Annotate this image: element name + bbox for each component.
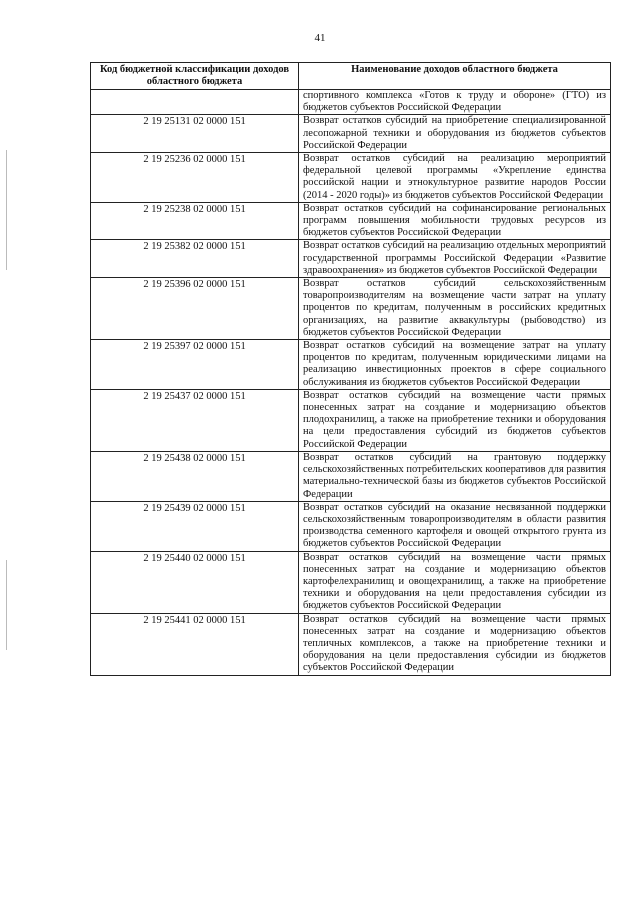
- row-code: 2 19 25238 02 0000 151: [91, 202, 299, 240]
- row-code: 2 19 25396 02 0000 151: [91, 278, 299, 340]
- row-name: Возврат остатков субсидий на приобретение специализированной лесопожарной техники и оборудования из бюджетов субъектов Российской Федерации: [299, 115, 611, 153]
- row-name: Возврат остатков субсидий сельскохозяйственным товаропроизводителям на возмещение части затрат на уплату процентов по кредитам, полученным в российских кредитных организациях, на развитие аквакультуры (рыбоводство) из бюджетов субъектов Российской Федерации: [299, 278, 611, 340]
- table-row: [91, 501, 611, 551]
- header-name: Наименование доходов областного бюджета: [299, 63, 611, 90]
- row-name: Возврат остатков субсидий на возмещение части прямых понесенных затрат на создание и модернизацию объектов тепличных комплексов, а также на приобретение техники и оборудования на цели предоставления субсидии из бюджетов субъектов Российской Федерации: [299, 613, 611, 675]
- row-code: 2 19 25438 02 0000 151: [91, 451, 299, 501]
- row-name: спортивного комплекса «Готов к труду и обороне» (ГТО) из бюджетов субъектов Российской Федерации: [299, 90, 611, 115]
- table-row: [91, 240, 611, 278]
- table-row: [91, 278, 611, 340]
- row-code: 2 19 25382 02 0000 151: [91, 240, 299, 278]
- row-name: Возврат остатков субсидий на возмещение части прямых понесенных затрат на создание и модернизацию объектов картофелехранилищ и овощехранилищ, а также на приобретение техники и оборудования на цели предоставления субсидии из бюджетов субъектов Российской Федерации: [299, 551, 611, 613]
- row-code: 2 19 25441 02 0000 151: [91, 613, 299, 675]
- row-code: 2 19 25131 02 0000 151: [91, 115, 299, 153]
- row-code: 2 19 25439 02 0000 151: [91, 501, 299, 551]
- table-row: [91, 115, 611, 153]
- page-number: 41: [314, 32, 326, 44]
- row-name: Возврат остатков субсидий на возмещение части прямых понесенных затрат на создание и модернизацию объектов плодохранилищ, а также на приобретение техники и оборудования на цели предоставления субсидий из бюджетов субъектов Российской Федерации: [299, 389, 611, 451]
- table-body: [91, 90, 611, 676]
- row-name: Возврат остатков субсидий на реализацию мероприятий федеральной целевой программы «Укрепление единства российской нации и этнокультурное развитие народов России (2014 - 2020 годы)» из бюджетов субъектов Российской Федерации: [299, 153, 611, 203]
- row-name: Возврат остатков субсидий на возмещение затрат на уплату процентов по кредитам, полученным юридическими лицами на реализацию инвестиционных проектов в сфере социального обслуживания из бюджетов субъектов Российской Федерации: [299, 340, 611, 390]
- row-code: 2 19 25440 02 0000 151: [91, 551, 299, 613]
- table-row: [91, 551, 611, 613]
- scan-edge-mark: [6, 150, 7, 270]
- header-code: Код бюджетной классификации доходов областного бюджета: [91, 63, 299, 90]
- table-header-row: [91, 63, 611, 90]
- table-row: [91, 451, 611, 501]
- table-row: [91, 613, 611, 675]
- table-row: [91, 202, 611, 240]
- table-row: [91, 389, 611, 451]
- row-code: [91, 90, 299, 115]
- row-code: 2 19 25437 02 0000 151: [91, 389, 299, 451]
- table-row: [91, 90, 611, 115]
- table-row: [91, 153, 611, 203]
- row-name: Возврат остатков субсидий на оказание несвязанной поддержки сельскохозяйственным товаропроизводителям в области развития производства семенного картофеля и овощей открытого грунта из бюджетов субъектов Российской Федерации: [299, 501, 611, 551]
- row-code: 2 19 25397 02 0000 151: [91, 340, 299, 390]
- row-name: Возврат остатков субсидий на софинансирование региональных программ повышения мобильности трудовых ресурсов из бюджетов субъектов Российской Федерации: [299, 202, 611, 240]
- row-name: Возврат остатков субсидий на реализацию отдельных мероприятий государственной программы Российской Федерации «Развитие здравоохранения» из бюджетов субъектов Российской Федерации: [299, 240, 611, 278]
- row-name: Возврат остатков субсидий на грантовую поддержку сельскохозяйственных потребительских кооперативов для развития материально-технической базы из бюджетов субъектов Российской Федерации: [299, 451, 611, 501]
- scan-edge-mark: [6, 560, 7, 650]
- budget-classification-table: [90, 62, 611, 676]
- row-code: 2 19 25236 02 0000 151: [91, 153, 299, 203]
- table-row: [91, 340, 611, 390]
